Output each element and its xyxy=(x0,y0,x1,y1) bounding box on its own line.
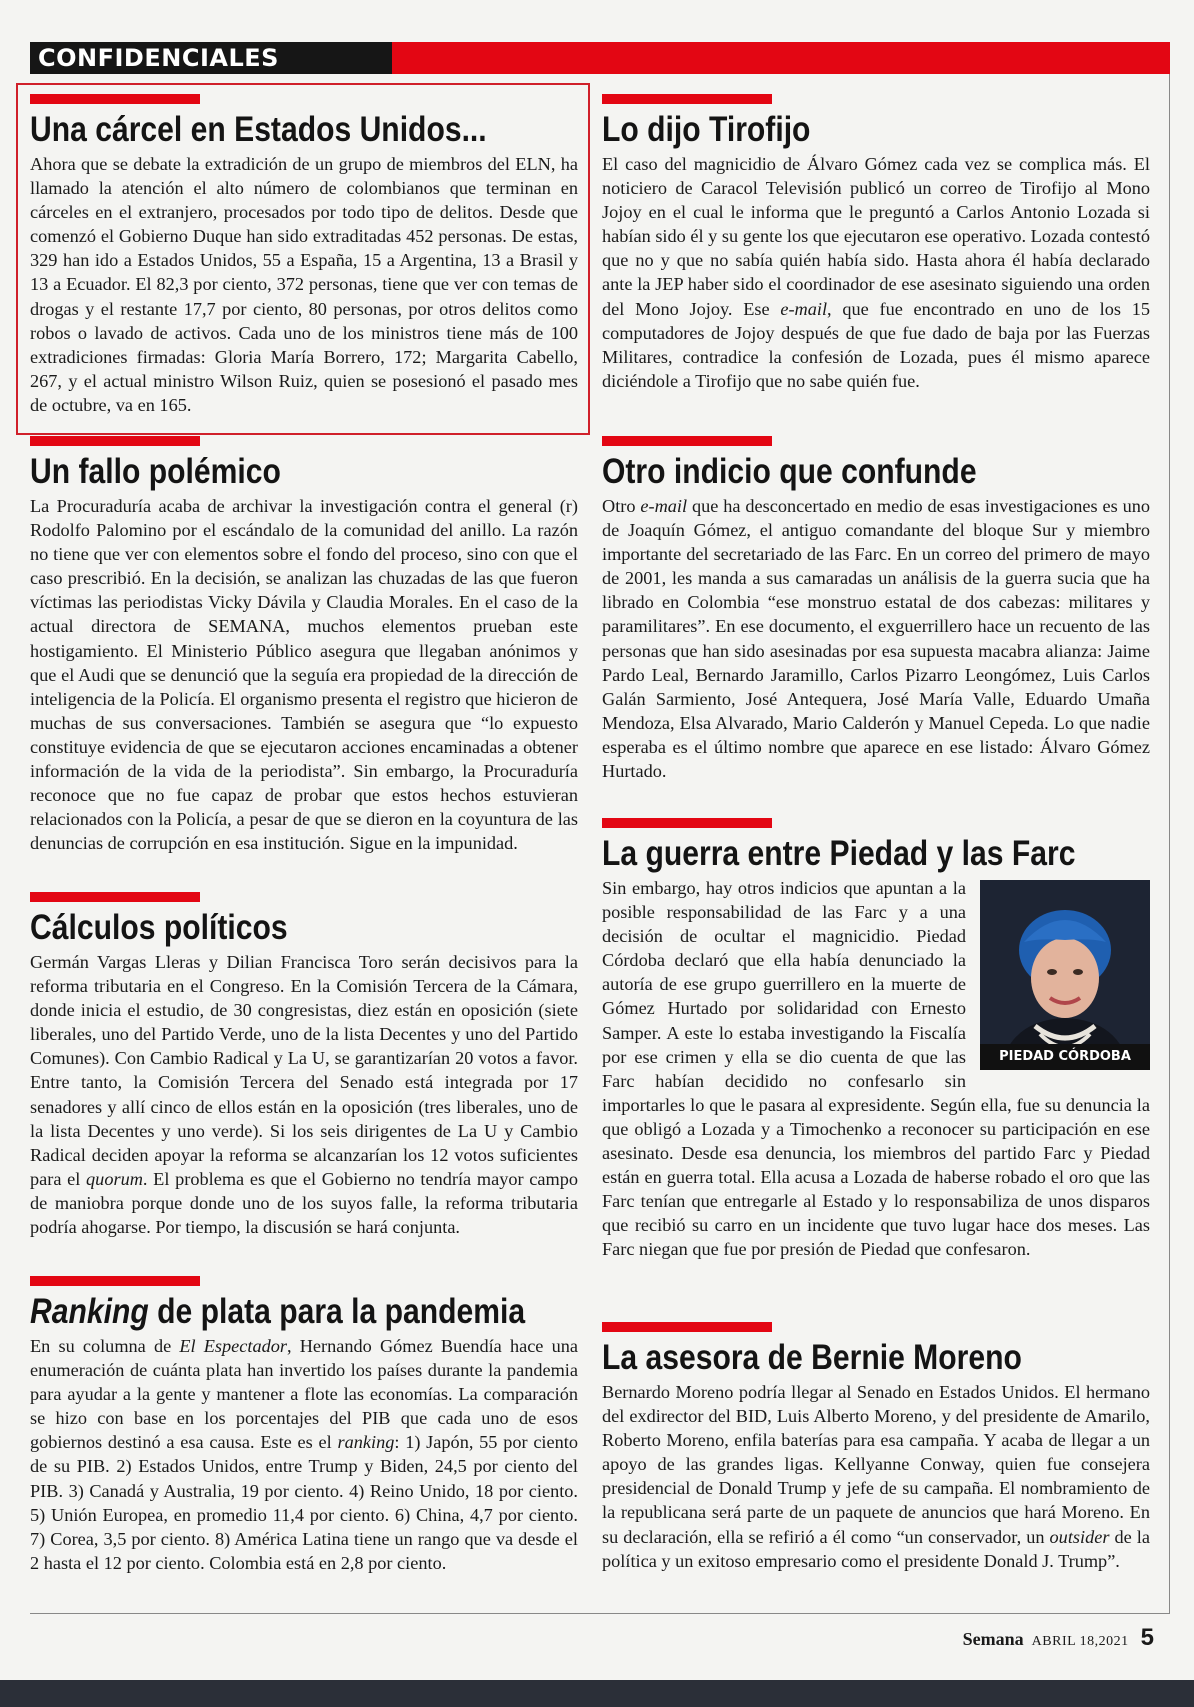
section-title: CONFIDENCIALES xyxy=(38,44,279,72)
body-italic: outsider xyxy=(1049,1526,1110,1547)
article-body xyxy=(30,950,578,1239)
article-body xyxy=(602,1380,1150,1573)
article-body: La Procuraduría acaba de archivar la investigación contra el general (r) Rodolfo Palomino por el escándalo de la comunidad del anillo. La razón no tiene que ver con elementos sobre el fondo del proceso, sino con que el caso prescribió. En la decisión, se analizan las chuzadas de las que fueron víctimas las periodistas Vicky Dávila y Claudia Morales. En el caso de la actual directora de SEMANA, muchos elementos prueban este hostigamiento. El Ministerio Público asegura que llegaban anónimos y que el Audi que se denunció que la seguía era propiedad de la dirección de inteligencia de la Policía. El organismo presenta el registro que hicieron de muchas de sus conversaciones. También se asegura que “lo expuesto constituye evidencia de que se ejecutaron acciones encaminadas a obtener información de la vida de la periodista”. Sin embargo, la Procuraduría reconoce que no fue capaz de probar que estos hechos estuvieran relacionados con la Policía, a pesar de que se dieron en la coyuntura de las denuncias de corrupción en esa institución. Sigue en la impunidad. xyxy=(30,496,578,854)
body-start: En su columna de xyxy=(30,1336,180,1356)
article-title: Una cárcel en Estados Unidos... xyxy=(30,110,487,149)
body-italic: quorum xyxy=(86,1168,143,1189)
article-red-bar xyxy=(602,94,772,104)
article-ranking xyxy=(30,1276,578,1575)
article-title: Cálculos políticos xyxy=(30,908,288,947)
article-red-bar xyxy=(602,1322,772,1332)
magazine-name: Semana xyxy=(962,1629,1024,1649)
article-title: La guerra entre Piedad y las Farc xyxy=(602,834,1076,873)
article-body xyxy=(602,152,1150,393)
page-number: 5 xyxy=(1140,1624,1154,1651)
article-title: Un fallo polémico xyxy=(30,452,281,491)
article-red-bar xyxy=(30,892,200,902)
portrait-illustration xyxy=(980,880,1150,1070)
article-tirofijo xyxy=(602,94,1150,393)
article-title: Otro indicio que confunde xyxy=(602,452,977,491)
article-red-bar xyxy=(602,436,772,446)
body-text-end: . El problema es que el Gobierno no tendría mayor campo de maniobra porque donde uno de los suyos falle, la reforma tributaria podría ahogarse. Por tiempo, la discusión se hará conjunta. xyxy=(30,1168,578,1238)
article-title xyxy=(30,1292,526,1332)
body-text: Germán Vargas Lleras y Dilian Francisca Toro serán decisivos para la reforma tributaria en el Congreso. En la Comisión Tercera de la Cámara, donde inicia el estudio, de 30 congresistas, diez están en oposición (siete liberales, uno del Partido Verde, uno de la lista Decentes y uno del Partido Comunes). Con Cambio Radical y La U, se garantizarían 20 votos a favor. Entre tanto, la Comisión Tercera del Senado está integrada por 17 senadores y allí cinco de ellos están en la oposición (tres liberales, uno de la lista Decentes y uno verde). Si los seis dirigentes de La U y Cambio Radical deciden apoyar la reforma se alcanzarían los 12 votos suficientes para el xyxy=(30,952,578,1189)
article-indicio xyxy=(602,436,1150,783)
article-body xyxy=(602,494,1150,783)
article-guerra xyxy=(602,818,1150,1262)
body-italic: El Espectador xyxy=(179,1336,287,1356)
title-italic: Ranking xyxy=(30,1292,149,1331)
body-text-end: : 1) Japón, 55 por ciento de su PIB. 2) Estados Unidos, entre Trump y Biden, 24,5 por ciento del PIB. 3) Canadá y Australia, 19 por ciento. 4) Reino Unido, 18 por ciento. 5) Unión Europea, en promedio 11,4 por ciento. 6) China, 4,7 por ciento. 7) Corea, 3,5 por ciento. 8) América Latina tiene un rango que va desde el 2 hasta el 12 por ciento. Colombia está en 2,8 por ciento. xyxy=(30,1432,578,1573)
article-red-bar xyxy=(30,436,200,446)
article-body: Sin embargo, hay otros indicios que apuntan a la posible responsabilidad de las Farc y a una decisión de ocultar el magnicidio. Piedad Córdoba declaró que ella había denunciado la autoría de ese grupo guerrillero en la muerte de Gómez Hurtado por solidaridad con Ernesto Samper. A este lo estaba investigando la Fiscalía por ese crimen y ella se dio cuenta de que las Farc habían decidido no confesarlo sin importarles lo que le pasara al expresidente. Según ella, fue su denuncia la que obligó a Lozada y a Timochenko a reconocer su participación en ese asesinato. Desde esa denuncia, los miembros del partido Farc y Piedad están en guerra total. Ella acusa a Lozada de haberse robado el oro que las Farc tenían que entregarle al Estado y lo responsabiliza de unos disparos que recibió su carro en un incidente que tuvo lugar hace dos meses. Las Farc niegan que fue por presión de Piedad que confesaron. xyxy=(602,878,1150,1260)
article-red-bar xyxy=(30,1276,200,1286)
piedad-cordoba-photo xyxy=(980,880,1150,1070)
body-text: El caso del magnicidio de Álvaro Gómez cada vez se complica más. El noticiero de Caracol Televisión publicó un correo de Tirofijo al Mono Jojoy en el cual le informa que le preguntó a Carlos Antonio Lozada si habían sido él y su gente los que ejecutaron ese operativo. Lozada contestó que no y que no sabía quién había sido. Hasta ahora él había declarado ante la JEP haber sido el coordinador de ese asesinato siguiendo una orden del Mono Jojoy. Ese xyxy=(602,154,1150,319)
bottom-strip xyxy=(0,1680,1194,1707)
body-italic-2: ranking xyxy=(337,1432,395,1453)
section-banner xyxy=(30,42,1170,74)
issue-date: ABRIL 18,2021 xyxy=(1031,1634,1129,1649)
article-fallo xyxy=(30,436,578,855)
body-text: que ha desconcertado en medio de esas investigaciones es uno de Joaquín Gómez, el antiguo comandante del bloque Sur y miembro importante del secretariado de las Farc. En un correo del primero de mayo de 2001, les manda a sus camaradas un análisis de la guerra sucia que ha librado en Colombia “ese monstruo estatal de dos cabezas: militares y paramilitares”. En ese documento, el exguerrillero hace un recuento de las personas que han sido asesinadas por esa supuesta macabra alianza: Jaime Pardo Leal, Bernardo Jaramillo, Carlos Pizarro Leongómez, Luis Carlos Galán Sarmiento, José Antequera, José María Valle, Eduardo Umaña Mendoza, Elsa Alvarado, Mario Calderón y Manuel Cepeda. Lo que nadie esperaba es el último nombre que aparece en ese listado: Álvaro Gómez Hurtado. xyxy=(602,496,1150,782)
body-italic: e-mail xyxy=(780,298,828,319)
body-italic: e-mail xyxy=(640,496,688,516)
body-text: , Hernando Gómez Buendía hace una enumeración de cuánta plata han invertido los países durante la pandemia para ayudar a la gente y mantener a flote las economías. La comparación se hizo con base en los porcentajes del PIB que cada uno de esos gobiernos destinó a esa causa. Este es el xyxy=(30,1336,578,1453)
article-calculos xyxy=(30,892,578,1239)
title-text: de plata para la pandemia xyxy=(148,1292,526,1331)
article-body: Ahora que se debate la extradición de un grupo de miembros del ELN, ha llamado la atención el alto número de colombianos que terminan en cárceles en el extranjero, procesados por todo tipo de delitos. Desde que comenzó el Gobierno Duque han sido extraditadas 452 personas. De estas, 329 han ido a Estados Unidos, 55 a España, 15 a Argentina, 13 a Brasil y 13 a Ecuador. El 82,3 por ciento, 372 personas, tiene que ver con temas de drogas y el restante 17,7 por ciento, 80 personas, por otros delitos como robos o lavado de activos. Cada uno de los ministros tiene más de 100 extradiciones firmadas: Gloria María Borrero, 172; Margarita Cabello, 267, y el actual ministro Wilson Ruiz, quien se posesionó el pasado mes de octubre, va en 165. xyxy=(30,154,578,415)
article-carcel xyxy=(30,94,578,417)
photo-caption: PIEDAD CÓRDOBA xyxy=(980,1044,1150,1070)
article-title: La asesora de Bernie Moreno xyxy=(602,1338,1022,1377)
body-text: Bernardo Moreno podría llegar al Senado en Estados Unidos. El hermano del exdirector del BID, Luis Alberto Moreno, y del presidente de Amarilo, Roberto Moreno, enfila baterías para esa campaña. Y acaba de llegar a un apoyo de las grandes ligas. Kellyanne Conway, quien fue consejera presidencial de Donald Trump y jefe de su campaña. El nombramiento de la republicana será parte de un paquete de anuncios que hará Moreno. En su declaración, ella se refirió a él como “un conservador, un xyxy=(602,1382,1150,1547)
page-footer xyxy=(963,1624,1154,1652)
article-red-bar xyxy=(30,94,200,104)
body-text-end: , que fue encontrado en uno de los 15 computadores de Jojoy después de que fue dado de baja por las Fuerzas Militares, contradice la confesión de Lozada, pues él mismo aparece diciéndole a Tirofijo que no sabe quién fue. xyxy=(602,298,1150,391)
article-asesora xyxy=(602,1322,1150,1573)
article-title: Lo dijo Tirofijo xyxy=(602,110,811,149)
body-text-end: de la política y un exitoso empresario como el presidente Donald J. Trump”. xyxy=(602,1526,1150,1571)
article-body xyxy=(30,1334,578,1575)
body-start: Otro xyxy=(602,496,641,516)
article-red-bar xyxy=(602,818,772,828)
